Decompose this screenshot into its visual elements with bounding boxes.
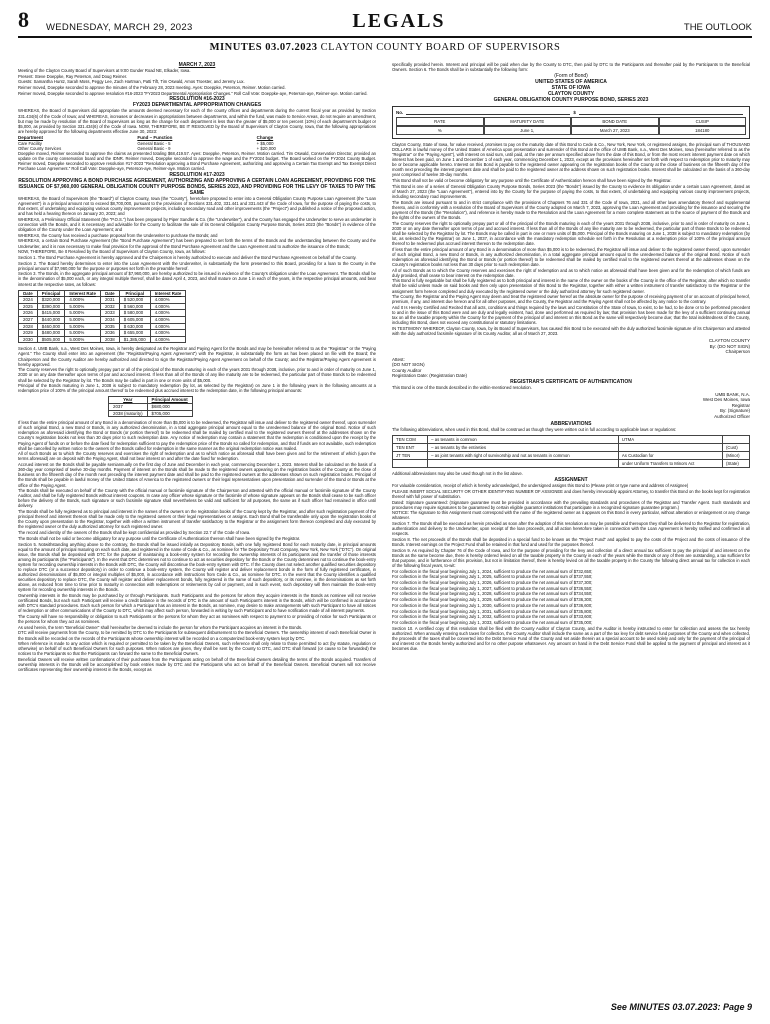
- headline-lead: MINUTES 03.07.2023: [209, 42, 318, 53]
- abbreviation-row: [393, 436, 750, 444]
- col-principal: Principal: [37, 290, 65, 297]
- resolution-16-title: FY2023 DEPARTMENTAL APPROPRIATION CHANGES: [132, 102, 262, 109]
- fund-header: [18, 135, 376, 140]
- fund-col-department: Department: [18, 134, 44, 140]
- resolution-17-paragraph: WHEREAS, a certain Bond Purchase Agreement (the "Bond Purchase Agreement") has been prepared to set forth the terms of the Bonds and the understanding between the County and the Underwriter, and it is now necessary to make final provision for the approval of the Bond Purchase Agreement and the Loan Agreement and to authorize the issuance of the Bonds;: [18, 238, 376, 249]
- table-cell: 2038: [100, 336, 119, 343]
- tail-paragraph: Dated: Signature guaranteed: (Signature guarantee must be provided in accordance with the prevailing standards and procedures of the Registrar and Transfer Agent. Such standards and procedures may require signatures to be guaranteed by certain eligible guarantor institutions that participate in a recognized signature guarantee program.): [392, 499, 750, 510]
- levy-item: For collection in the fiscal year beginning July 1, 2025, sufficient to produce the net annual sum of $737,550;: [392, 574, 593, 580]
- levy-item: For collection in the fiscal year beginning July 1, 2032, sufficient to produce the net annual sum of $733,600;: [392, 614, 593, 620]
- resolution-17-paragraph: WHEREAS, the County has received a purchase proposal from the Underwriter to purchase the Bonds; and: [18, 232, 218, 238]
- bond-body: This Bond is fully negotiable but shall be fully registered as to both principal and interest in the name of the owner on the books of the County in the office of the Registrar, after which no transfer shall be valid unless made on said books and then only upon presentation of this Bond to the Registrar, together with either a written instrument of transfer satisfactory to the Registrar or the assignment form hereon completed and duly executed by the registered owner or the duly authorized attorney for such registered owner.: [392, 278, 750, 294]
- tail-paragraph: PLEASE INSERT SOCIAL SECURITY OR OTHER IDENTIFYING NUMBER OF ASSIGNEE and does hereby irrevocably appoint Attorney, to transfer this Bond on the books kept for registration thereof with full power of substitution.: [392, 488, 750, 499]
- table-cell: 5.000%: [65, 330, 101, 337]
- levy-item: For collection in the fiscal year beginning July 1, 2026, sufficient to produce the net annual sum of $737,300;: [392, 580, 593, 586]
- bond-body: The County, the Registrar and the Paying Agent may deem and treat the registered owner hereof as the absolute owner for the purpose of receiving payment of or on account of principal hereof, premium, if any, and interest due hereon and for all other purposes, and the County, the Registrar and the Paying Agent shall not be affected by any notice to the contrary.: [392, 294, 750, 305]
- bond-body: All of such Bonds as to which the County reserves and exercises the right of redemption and as to which notice as aforesaid shall have been given and for the redemption of which funds are duly provided, shall cease to bear interest on the redemption date.: [392, 267, 750, 278]
- body-paragraph: The record and identity of the owners of the Bonds shall be kept confidential as provided by Section 22.7 of the Code of Iowa.: [18, 530, 251, 536]
- table-cell: 4.000%: [65, 297, 101, 304]
- continuation-paragraph: specifically provided herein. Interest and principal will be paid when due by the County to DTC, then paid by DTC to the Participants and thereafter paid by the Participants to the Beneficial Owners. Section 6. The Bonds shall be in substantially the following form:: [392, 62, 750, 73]
- maturity-table: [18, 290, 186, 344]
- table-cell: 5.000%: [65, 310, 101, 317]
- cusip-cell: CUSIP: [659, 117, 747, 126]
- bond-body: The Bonds are issued pursuant to and in strict compliance with the provisions of Chapters 76 and 331 of the Code of Iowa, 2021, and all other laws amendatory thereof and supplemental thereto, and in conformity with a resolution of the Board of Supervisors of the County adopted on March 7, 2023, approving the Loan Agreement and providing for the issuance and securing the payment of the Bonds (the "Resolution"), and reference is hereby made to the Resolution and the Loan Agreement for a more complete statement as to the source of payment of the Bonds and the rights of the owners of the Bonds.: [392, 199, 750, 220]
- attest-line: Registration Date: (Registration Date): [392, 373, 468, 379]
- table-cell: 4.000%: [150, 297, 186, 304]
- table-row: [19, 323, 186, 330]
- attest-line: (DO NOT SIGN): [392, 362, 425, 368]
- abbreviation-row: [393, 452, 750, 460]
- resolution-17-paragraph: WHEREAS, the Board of Supervisors (the "Board") of Clayton County, Iowa (the "County"), heretofore proposed to enter into a General Obligation County Purpose Loan Agreement (the "Loan Agreement") in a principal amount not to exceed $8,700,000, pursuant to the provisions of Sections 331.402, 331.441 and 331.443 of the Code of Iowa, for the purpose of paying the costs, to that extent, of undertaking and equipping various county improvements projects, including secondary road and other improvements (the "Project") and published a notice of the proposed action, and has held a hearing thereon on January 20, 2023; and: [18, 195, 376, 217]
- fund-cell: Care Facility: [18, 140, 42, 146]
- body-paragraph: The Bonds shall be executed on behalf of the County with the official manual or facsimile signature of the Chairperson and attested with the official manual or facsimile signature of the County Auditor, and shall be fully registered Bonds without interest coupons. In case any officer whose signature or the facsimile of whose signature appears on the Bonds shall cease to be such officer before the delivery of the Bonds, such signature or such facsimile signature shall nevertheless be valid and sufficient for all purposes, the same as if such officer had remained in office until delivery.: [18, 488, 376, 509]
- table-cell: 5.000%: [65, 303, 101, 310]
- resolution-17-paragraph: NOW, THEREFORE, Be It Resolved by the Board of Supervisors of Clayton County, Iowa, as follows:: [18, 249, 206, 255]
- abbreviation-row: [393, 444, 750, 452]
- table-cell: $ 560,000: [119, 303, 150, 310]
- table-cell: $440,000: [37, 317, 65, 324]
- table-cell: $505,000: [37, 336, 65, 343]
- signature-line: By: (Signature): [719, 408, 750, 414]
- signature-line: Registrar: [731, 402, 750, 408]
- bond-cells-header: [396, 117, 746, 126]
- abbreviation-cell: (Minor): [722, 452, 749, 460]
- table-cell: $415,000: [37, 310, 65, 317]
- table-cell: 2038 (maturity): [109, 410, 148, 417]
- table-cell: 2024: [19, 297, 38, 304]
- section-title: LEGALS: [352, 10, 446, 32]
- mandatory-redemption: Principal of the Bonds maturing in June 1, 2038 is subject to mandatory redemption (by lot, as selected by the Registrar) on June 1 in the following years in the following amounts at a redemption price of 100% of the principal amount thereof to be redeemed plus accrued interest to the redemption date, in the following principal amounts:: [18, 383, 376, 394]
- intro-paragraph: Guests: Samantha Huntz, Sarah Moss, Peggy Lee, Zach Hartman, Patti Tift, Tim Oswald, Amos Troester, and Jeremy Lux.: [18, 79, 245, 85]
- abbreviation-row: [393, 460, 750, 468]
- tail-paragraph: Section 8. The net proceeds of the Bonds shall be deposited in a special fund to be known as the "Project Fund" and applied to pay the costs of the Project and the costs of issuance of the Bonds. Interest earnings on the Project Fund shall be retained in that fund and used for the purposes thereof.: [392, 536, 750, 548]
- bond-date-cell: BOND DATE: [571, 117, 659, 126]
- bond-body: And It Is Hereby Certified and Recited that all acts, conditions and things required by the laws and Constitution of the State of Iowa, to exist, to be had, to be done or to be performed precedent to and in the issue of this Bond were and are duly and legally existent, had, done and performed as required by law; that provision has been made for the levy of a sufficient continuing annual tax on all the taxable property within the County for the payment of the principal of and interest on this Bond as the same will respectively become due; that the total indebtedness of the County, including this Bond, does not exceed any constitutional or statutory limitations.: [392, 305, 750, 326]
- after-fund-paragraph: Doeppke moved, Reimer seconded to approve the claims as presented totaling $68,419.57. Ayes: Doeppke, Peterson, Reimer. Motion carried. Tim Oswald, Conservation Director, provided an update on the county conservation board and the IDNR. Reimer moved, Doeppke seconded to approve the wage and the FY2024 budget. The Board worked on the FY2024 County Budget. Reimer moved, Doeppke seconded to approve resolution #17-2023 "Resolution approving a Bond Purchase Agreement, authorizing and approving a Certain Tax Exempt and Tax Exempt Direct Purchase Loan Agreement." Roll Call Vote: Doeppke-aye, Peterson-aye, Reimer-aye. Motion carried.: [18, 150, 376, 172]
- table-cell: 4.000%: [150, 317, 186, 324]
- abbreviation-cell: UTMA: [618, 436, 722, 444]
- resolution-17-paragraph: Section 3. The Bonds, in the aggregate principal amount of $7,960,000, are hereby authorized to be issued in evidence of the County's obligation under the Loan Agreement. The Bonds shall be in the denomination of $5,000 each, or any integral multiple thereof, shall be dated April 4, 2023, and shall mature on June 1 in each of the years, in the respective principal amounts, and bear interest at the respective rates, as follows:: [18, 271, 376, 287]
- abbreviation-cell: [428, 460, 619, 468]
- table-cell: 5.000%: [65, 317, 101, 324]
- tail-paragraph: Section 9. As required by Chapter 76 of the Code of Iowa, and for the purpose of providing for the levy and collection of a direct annual tax sufficient to pay the principal of and interest on the Bonds as the same become due, there is hereby ordered levied on all the taxable property in the County in each of the years while the Bonds or any of them are outstanding, a tax sufficient for that purpose, and in furtherance of this provision, but not in limitation thereof, there is hereby levied on all the taxable property in the County the following direct annual tax for collection in each of the following fiscal years, to-wit:: [392, 547, 750, 569]
- body-paragraph: All of such Bonds as to which the County reserves and exercises the right of redemption and as to which notice as aforesaid shall have been given and for the retirement of which (upon the terms aforesaid) are on deposit with the Paying Agent, shall not bear interest on and after the date fixed for redemption.: [18, 451, 376, 462]
- table-cell: 2028: [19, 323, 38, 330]
- assignment-heading: ASSIGNMENT: [554, 477, 588, 484]
- table-cell: 5.000%: [65, 323, 101, 330]
- tail-paragraph: For valuable consideration, receipt of which is hereby acknowledged, the undersigned assigns this Bond to (Please print or type name and address of Assignee): [392, 483, 689, 489]
- abbreviation-cell: – as joint tenants with right of survivorship and not as tenants in common: [428, 452, 619, 460]
- col-principal: Principal: [119, 290, 150, 297]
- abbreviation-cell: JT TEN: [393, 452, 428, 460]
- resolution-17-paragraph: Section 1. The Bond Purchase Agreement is hereby approved and the Chairperson is hereby authorized to execute and deliver the Bond Purchase Agreement on behalf of the County.: [18, 254, 357, 260]
- body-paragraph: Accrued interest on the Bonds shall be payable semiannually on the first day of June and December in each year, commencing December 1, 2023. Interest shall be calculated on the basis of a 360-day year comprised of twelve 30-day months. Payment of interest on the Bonds shall be made to the registered owners appearing on the registration books of the County at the close of business on the fifteenth day of the month next preceding the interest payment date and shall be paid to the registered owners at the addresses shown on such registration books. Principal of the Bonds shall be payable in lawful money of the United States of America to the registered owners or their legal representatives upon presentation and surrender of the Bond or Bonds at the office of the Paying Agent.: [18, 462, 376, 488]
- table-cell: $680,000: [147, 404, 192, 411]
- resolution-16-body: WHEREAS, the Board of Supervisors did appropriate the amounts deemed necessary for each of the county offices and departments during the current fiscal year as provided by Section 331.434(6) of the Code of Iowa; and WHEREAS, increases or decreases in appropriations between departments, and within the fund, was made to Service Areas, do not require an amendment, but may be made by resolution of the Board of Supervisors as long as the change for each department is less than the greater of $5,000 or ten percent (10%) of each department's budget or $5,000, as provided by Section 331.434(6) of the Code of Iowa. NOW, THEREFORE, BE IT RESOLVED by the Board of Supervisors of Clayton County, Iowa, that the following appropriations are hereby approved for the following departments effective June 30, 2023:: [18, 108, 376, 134]
- certificate-heading: REGISTRAR'S CERTIFICATE OF AUTHENTICATION: [510, 378, 632, 385]
- abbreviation-cell: (Cust): [722, 444, 749, 452]
- table-cell: $705,000: [147, 410, 192, 417]
- attest-line: Attest:: [392, 356, 405, 362]
- fund-col-function: Fund – Function: [137, 134, 173, 140]
- abbreviation-cell: [393, 460, 428, 468]
- col-date: Date: [100, 290, 119, 297]
- body-paragraph: If less than the entire principal amount of any Bond in a denomination of more than $5,000 is to be redeemed, the Registrar will issue and deliver to the registered owner thereof, upon surrender of such original Bond, a new Bond or Bonds, in any authorized denomination, in a total aggregate principal amount equal to the unredeemed balance of the original Bond. Notice of such redemption as aforesaid identifying the Bond or Bonds (or portion thereof) to be redeemed shall be mailed by certified mail to the registered owners thereof at the addresses shown on the County's registration books not less than 30 days prior to such redemption date. Any notice of redemption may contain a statement that the redemption is conditioned upon the receipt by the Paying Agent of funds on or before the date fixed for redemption sufficient to pay the redemption price of the Bonds so called for redemption, and that if funds are not available, such redemption shall be cancelled by written notice to the owners of the Bonds called for redemption in the same manner as the original redemption notice was mailed.: [18, 420, 376, 451]
- bond-number-line: [396, 110, 746, 115]
- resolution-17-heading: RESOLUTION #17-2023: [169, 171, 225, 178]
- table-cell: 2034: [100, 317, 119, 324]
- bond-body: This Bond is one of a series of General Obligation County Purpose Bonds, Series 2023 (the "Bonds") issued by the County to evidence its obligation under a certain Loan Agreement, dated as of March 27, 2023 (the "Loan Agreement"), entered into by the County for the purpose of paying the costs, to that extent, of undertaking and equipping various county improvement projects, including secondary road improvements.: [392, 183, 750, 199]
- attest-line: County Auditor: [392, 367, 422, 373]
- right-column: [392, 62, 750, 996]
- meeting-date: MARCH 7, 2023: [178, 62, 216, 68]
- rate-cell: RATE: [396, 117, 484, 126]
- table-row: [19, 303, 186, 310]
- signature-line: UMB BANK, N.A.: [715, 391, 750, 397]
- table-cell: 2036: [100, 330, 119, 337]
- mandatory-table: [108, 396, 193, 417]
- table-cell: $480,000: [37, 330, 65, 337]
- fund-cell: + $20,000: [256, 145, 276, 151]
- abbreviation-cell: – as tenants in common: [428, 436, 619, 444]
- attest-block: [392, 357, 750, 379]
- table-row: [19, 336, 186, 343]
- abbreviation-cell: TEN COM: [393, 436, 428, 444]
- fund-cell: + $5,000: [256, 140, 274, 146]
- body-paragraph: When reference is made to any action which is required or permitted to be taken by the Beneficial Owners, such reference shall only relate to those permitted to act (by statute, regulation or otherwise) on behalf of such Beneficial Owners for such purposes. When notices are given, they shall be sent by the County to DTC, and DTC shall forward (or cause to be forwarded) the notices to the Participants so that the Participants can forward the same to the Beneficial Owners.: [18, 641, 376, 657]
- col-rate: Interest Rate: [150, 290, 186, 297]
- resolution-17-title: RESOLUTION APPROVING A BOND PURCHASE AGREEMENT, AUTHORIZING AND APPROVING A CERTAIN LOAN AGREEMENT, PROVIDING FOR THE ISSUANCE OF $7,960,000 GENERAL OBLIGATION COUNTY PURPOSE BONDS, SERIES 2023, AND PROVIDING FOR THE LEVY OF TAXES TO PAY THE SAME: [18, 177, 376, 196]
- intro-paragraph: Reimer moved, Doeppke seconded to approve the minutes of the February 28, 2023 meeting. Ayes: Doeppke, Peterson, Reimer. Motion carried.: [18, 85, 286, 91]
- body-paragraph: The Bonds shall be fully registered as to principal and interest in the names of the owners on the registration books of the County kept by the Registrar, and after such registration payment of the principal thereof and interest thereon shall be made only to the registered owners or their legal representatives or assigns. Each Bond shall be transferable only upon the registration books of the County upon presentation to the Registrar, together with either a written instrument of transfer satisfactory to the Registrar or the assignment form thereon completed and duly executed by the registered owner or the duly authorized attorney for such registered owner.: [18, 509, 376, 530]
- form-heading: GENERAL OBLIGATION COUNTY PURPOSE BOND, SERIES 2023: [493, 96, 649, 103]
- body-paragraph: As used herein, the term "Beneficial Owner" shall hereinafter be deemed to include the person for whom the Participant acquires an interest in the Bonds.: [18, 624, 303, 630]
- table-row: [109, 404, 193, 411]
- optional-redemption: The County reserves the right to optionally prepay part or all of the principal of the Bonds maturing in each of the years 2031 through 2038, inclusive, prior to and in order of maturity on June 1, 2030 or on any date thereafter upon terms of par and accrued interest. If less than all of the Bonds of any like maturity are to be redeemed, the particular part of those Bonds to be redeemed shall be selected by the Registrar by lot. The Bonds may be called in part in one or more units of $5,000.: [18, 367, 376, 383]
- col-date: Date: [19, 290, 38, 297]
- table-cell: $ 605,000: [119, 317, 150, 324]
- maturity-value: June 1,: [484, 126, 572, 135]
- maturity-cell: MATURITY DATE: [484, 117, 572, 126]
- table-cell: 5.000%: [65, 336, 101, 343]
- rate-value: %: [396, 126, 484, 135]
- table-cell: $1,385,000: [119, 336, 150, 343]
- left-column: [18, 62, 376, 996]
- tail-paragraph: Additional abbreviations may also be used though not in the list above.: [392, 471, 523, 477]
- table-cell: $460,000: [37, 323, 65, 330]
- bond-amount-label: $: [573, 109, 576, 115]
- table-cell: $ 580,000: [119, 310, 150, 317]
- resolution-17-paragraph: Section 2. The Board hereby determines to enter into the Loan Agreement with the Underwriter, in substantially the form presented to this Board, providing for a loan to the County in the principal amount of $7,960,000 for the purpose or purposes set forth in the preamble hereof.: [18, 260, 376, 271]
- signature-line: Authorized Officer: [714, 413, 750, 419]
- table-header-row: [109, 397, 193, 404]
- intro-paragraph: Reimer moved, Doeppke seconded to approve resolution #16-2023 "FY2023 Departmental Appropriation Changes." Roll Call Vote: Doeppke-aye, Peterson-aye, Reimer-aye. Motion carried.: [18, 90, 368, 96]
- abbreviation-cell: – as tenants by the entireties: [428, 444, 619, 452]
- table-cell: $390,000: [37, 303, 65, 310]
- certificate-body: This Bond is one of the Bonds described in the within-mentioned resolution.: [392, 384, 532, 390]
- table-cell: 4.000%: [150, 323, 186, 330]
- bond-body: This Bond shall not be valid or become obligatory for any purpose until the Certificate of Authentication hereon shall have been signed by the Registrar.: [392, 178, 672, 184]
- abbreviations-heading: ABBREVIATIONS: [550, 421, 592, 428]
- table-row: [19, 297, 186, 304]
- abbreviation-cell: under Uniform Transfers to Minors Act: [618, 460, 722, 468]
- table-cell: 2037: [109, 404, 148, 411]
- col-year: Year: [109, 397, 148, 404]
- issue-date: WEDNESDAY, MARCH 29, 2023: [46, 22, 193, 33]
- signature-line: CLAYTON COUNTY: [708, 338, 750, 344]
- abbreviation-cell: [618, 444, 722, 452]
- table-cell: $320,000: [37, 297, 65, 304]
- fund-col-change: Change: [256, 134, 274, 140]
- levy-item: For collection in the fiscal year beginning July 1, 2029, sufficient to produce the net annual sum of $736,300;: [392, 597, 593, 603]
- table-row: [19, 317, 186, 324]
- table-cell: 4.000%: [150, 330, 186, 337]
- levy-item: For collection in the fiscal year beginning July 1, 2030, sufficient to produce the net annual sum of $736,600;: [392, 602, 593, 608]
- table-cell: 2027: [19, 317, 38, 324]
- resolution-16-heading: RESOLUTION #16-2023: [169, 96, 225, 103]
- bond-body: The County reserves the right to optionally prepay part or all of the principal of the Bonds maturing in each of the years 2031 through 2038, inclusive, prior to and in order of maturity on June 1, 2030 or on any date thereafter upon terms of par and accrued interest. If less than all of the Bonds of any like maturity are to be redeemed, the particular part of those Bonds to be redeemed shall be selected by the Registrar by lot. The Bonds may be called in part in one or more units of $5,000. Principal of the Bonds maturing on June 1, 2038 is subject to mandatory redemption (by lot, as selected by the Registrar) on June 1, 2037, in accordance with the mandatory redemption schedule set forth in the Resolution at a redemption price of 100% of the principal amount thereof to be redeemed plus accrued interest thereon to the redemption date.: [392, 220, 750, 246]
- newspaper-name: THE OUTLOOK: [683, 22, 752, 33]
- fund-cell: Other County Services: [18, 145, 62, 151]
- bond-date-value: March 27, 2023: [571, 126, 659, 135]
- table-cell: $ 630,000: [119, 323, 150, 330]
- levy-item: For collection in the fiscal year beginning July 1, 2028, sufficient to produce the net annual sum of $734,550;: [392, 591, 593, 597]
- tail-paragraph: NOTICE: The signature to this Assignment must correspond with the name of the registered owner as it appears on this Bond in every particular, without alteration or enlargement or any change whatever.: [392, 510, 750, 521]
- resolution-17-paragraph: WHEREAS, a Preliminary Official Statement (the "P.O.S.") has been prepared by Piper Sandler & Co. (the "Underwriter"), and the County has engaged the Underwriter to serve as underwriter in connection with the Bonds, and it is necessary and advisable for the County to facilitate the sale of its General Obligation County Purpose Bonds, Series 2023 (the "Bonds") in evidence of the obligation of the County under the Loan Agreement; and: [18, 216, 376, 233]
- masthead: [18, 8, 752, 38]
- bond-number-label: No.: [396, 109, 404, 115]
- table-cell: 2025: [19, 303, 38, 310]
- abbreviation-cell: (State): [722, 460, 749, 468]
- article-headline: [18, 42, 752, 53]
- cusip-value: 184180: [659, 126, 747, 135]
- table-header-row: [19, 290, 186, 297]
- body-paragraph: The County will have no responsibility or obligation to such Participants or the persons for whom they act as nominees with respect to payment to or providing of notice for such Participants or the persons for whom they act as nominees.: [18, 614, 376, 625]
- headline-rest: CLAYTON COUNTY BOARD OF SUPERVISORS: [320, 42, 561, 53]
- body-paragraph: The Bonds shall not be valid or become obligatory for any purpose until the Certificate of Authentication thereon shall have been signed by the Registrar.: [18, 535, 301, 541]
- table-row: [109, 410, 193, 417]
- levy-list: [392, 569, 750, 625]
- registrar-signature-block: [392, 392, 750, 420]
- table-cell: 2032: [100, 303, 119, 310]
- abbreviation-cell: [722, 436, 749, 444]
- abbreviation-cell: TEN ENT: [393, 444, 428, 452]
- abbreviations-table: [392, 435, 750, 468]
- table-cell: 2031: [100, 297, 119, 304]
- table-cell: 4.000%: [150, 303, 186, 310]
- table-row: [19, 330, 186, 337]
- table-cell: $ 520,000: [119, 297, 150, 304]
- bond-body: IN TESTIMONY WHEREOF, Clayton County, Iowa, by its Board of Supervisors, has caused this Bond to be executed with the duly authorized facsimile signature of its Chairperson and attested with the duly authorized facsimile signature of its County Auditor, all as of March 27, 2023.: [392, 326, 750, 337]
- levy-item: For collection in the fiscal year beginning July 1, 2033, sufficient to produce the net annual sum of $735,000;: [392, 619, 593, 625]
- form-heading: CLAYTON COUNTY: [547, 90, 595, 97]
- bond-cells-values: [396, 126, 746, 135]
- page-number: 8: [18, 7, 29, 32]
- table-cell: 2026: [19, 310, 38, 317]
- signature-line: By: (DO NOT SIGN): [709, 343, 750, 349]
- bond-registration-box: [392, 106, 750, 139]
- body-paragraph: Ownership interests in the Bonds may be purchased by or through Participants. Such Participants and the persons for whom they acquire interests in the Bonds as nominee will not receive certificated Bonds, but each such Participant will receive a credit balance in the records of DTC in the amount of such Participant's interest in the Bonds, which will be confirmed in accordance with DTC's standard procedures. Each such person for which a Participant has an interest in the Bonds, as nominee, may desire to make arrangements with such Participant to have all notices of redemption or other communications of the County to DTC, which may affect such person, forwarded in writing by such Participant and to have notification made of all interest payments.: [18, 593, 376, 614]
- table-cell: 2030: [19, 336, 38, 343]
- form-label: (Form of Bond): [554, 72, 588, 79]
- form-heading: UNITED STATES OF AMERICA: [535, 78, 607, 85]
- intro-paragraph: Meeting of the Clayton County Board of Supervisors at 9:00 Gunder Road NE, Elkader, Iowa.: [18, 68, 191, 73]
- col-amount: Principal Amount: [147, 397, 192, 404]
- tail-paragraph: Section 7. The Bonds shall be executed as herein provided as soon after the adoption of this resolution as may be possible and thereupon they shall be delivered to the Registrar for registration, authentication and delivery to the Underwriter, upon receipt of the loan proceeds, and all action heretofore taken in connection with the Loan Agreement is hereby ratified and confirmed in all respects.: [392, 521, 750, 537]
- continued-on-link[interactable]: See MINUTES 03.07.2023: Page 9: [610, 1002, 752, 1012]
- table-cell: 4.000%: [150, 310, 186, 317]
- levy-item: For collection in the fiscal year beginning July 1, 2031, sufficient to produce the net annual sum of $735,800;: [392, 608, 593, 614]
- body-paragraph: DTC will receive payments from the County, to be remitted by DTC to the Participants for subsequent disbursement to the Beneficial Owners. The ownership interest of each Beneficial Owner in the Bonds will be recorded on the records of the Participants whose ownership interest will be recorded on a computerized book-entry system kept by DTC.: [18, 630, 376, 641]
- bond-body: Clayton County, State of Iowa, for value received, promises to pay on the maturity date of this Bond to Cede & Co., New York, New York, or registered assigns, the principal sum of THOUSAND DOLLARS in lawful money of the United States of America upon presentation and surrender of this Bond at the office of UMB Bank, n.a., West Des Moines, Iowa (hereinafter referred to as the "Registrar" or the "Paying Agent"), with interest on said sum, until paid, at the rate per annum specified above from the date of this Bond, or from the most recent interest payment date on which interest has been paid, on June 1 and December 1 of each year, commencing December 1, 2023, except as the provisions hereinafter set forth with respect to redemption prior to maturity may be or become applicable hereto. Interest on this Bond is payable to the registered owner appearing on the registration books of the County at the close of business on the fifteenth day of the month next preceding the interest payment date and shall be paid to the registered owner at the address shown on such registration books. Interest shall be calculated on the basis of a 360-day year comprised of twelve 30-day months.: [392, 141, 750, 178]
- fund-cell: General Basic - 5: [137, 140, 171, 146]
- table-cell: 2035: [100, 323, 119, 330]
- table-cell: $ 655,000: [119, 330, 150, 337]
- table-row: [19, 310, 186, 317]
- table-cell: 4.000%: [150, 336, 186, 343]
- intro-paragraph: Present: Steve Doeppke, Ray Peterson, and Doug Reimer.: [18, 73, 128, 79]
- levy-item: For collection in the fiscal year beginning July 1, 2024, sufficient to produce the net annual sum of $732,650;: [392, 568, 593, 574]
- final-paragraph: Section 10. A certified copy of this resolution shall be filed with the County Auditor of Clayton County, and the Auditor is hereby instructed to enter for collection and assess the tax hereby authorized. When annually entering such taxes for collection, the County Auditor shall include the same as a part of the tax levy for debt service fund purposes of the County and when collected, the proceeds of the taxes shall be converted into the Debt Service Fund of the County and set aside therein as a special account to be used solely and only for the payment of the principal of and interest on the Bonds hereby authorized and for no other purpose whatsoever. Any amount on hand in the Debt Service Fund shall be applied to the payment of principal and interest as it becomes due.: [392, 625, 750, 651]
- chair-signature-block: [392, 338, 750, 355]
- signature-line: Chairperson: [725, 349, 750, 355]
- form-heading: STATE OF IOWA: [551, 84, 591, 91]
- abbreviation-cell: As Custodian for: [618, 452, 722, 460]
- table-cell: 2033: [100, 310, 119, 317]
- col-rate: Interest Rate: [65, 290, 101, 297]
- section-4: Section 4. UMB Bank, n.a., West Des Moines, Iowa, is hereby designated as the Registrar and Paying Agent for the Bonds and may be hereinafter referred to as the "Registrar" or the "Paying Agent." The County shall enter into an agreement (the "Registrar/Paying Agent Agreement") with the Registrar, in substantially the form as has been placed on file with the Board; the Chairperson and the County Auditor are hereby authorized and directed to sign the Registrar/Paying Agent Agreement on behalf of the County; and the Registrar/Paying Agent Agreement is hereby approved.: [18, 346, 376, 367]
- table-cell: 2029: [19, 330, 38, 337]
- body-paragraph: Beneficial Owners will receive written confirmations of their purchases from the Participants acting on behalf of the Beneficial Owners detailing the terms of the Bonds acquired. Transfers of ownership interests in the Bonds will be accomplished by book entries made by DTC and the Participants who act on behalf of the Beneficial Owners. Beneficial Owners will not receive certificates representing their ownership interest in the Bonds, except as: [18, 657, 376, 673]
- signature-line: West Des Moines, Iowa: [702, 397, 750, 403]
- abbreviations-intro: The following abbreviations, when used in this Bond, shall be construed as though they were written out in full according to applicable laws or regulations:: [392, 427, 677, 433]
- fund-cell: General Basic - 9: [137, 145, 171, 151]
- body-paragraph: Section 5. Notwithstanding anything above to the contrary, the Bonds shall be issued initially as Depository Bonds, with one fully registered Bond for each maturity date, in principal amounts equal to the amount of principal maturing on each such date, and registered in the name of Cede & Co., as nominee for The Depository Trust Company, New York, New York ("DTC"). On original issue, the Bonds shall be deposited with DTC for the purpose of maintaining a book-entry system for recording the ownership interests of its participants and the transfer of those interests among its participants (the "Participants"). In the event that DTC determines not to continue to act as securities depository for the Bonds or the County determines not to continue the book-entry system for recording ownership interests in the Bonds with DTC, the County will discontinue the book-entry system with DTC. If the County does not select another qualified securities depository to replace DTC (or a successor depository) in order to continue a book-entry system, the County will register and deliver replacement bonds in the form of fully registered certificates, in authorized denominations of $5,000 or integral multiples of $5,000, in accordance with instructions from Cede & Co., as nominee for DTC. In the event that the County identifies a qualified securities depository to replace DTC, the County will register and deliver replacement bonds, fully registered in the name of such depository, or its nominee, in the denominations as set forth above, as reduced from time to time prior to maturity in connection with redemptions or retirements by call or payment, and in such event, such depository will then maintain the book-entry system for recording ownership interests in the Bonds.: [18, 541, 376, 593]
- bond-body: If less than the entire principal amount of any Bond in a denomination of more than $5,000 is to be redeemed, the Registrar will issue and deliver to the registered owner thereof, upon surrender of such original Bond, a new Bond or Bonds, in any authorized denomination, in a total aggregate principal amount equal to the unredeemed balance of the original Bond. Notice of such redemption as aforesaid identifying the Bond or Bonds (or portion thereof) to be redeemed shall be mailed by certified mail to the registered owners thereof at the addresses shown on the County's registration books not less than 30 days prior to such redemption date.: [392, 246, 750, 267]
- levy-item: For collection in the fiscal year beginning July 1, 2027, sufficient to produce the net annual sum of $736,550;: [392, 585, 593, 591]
